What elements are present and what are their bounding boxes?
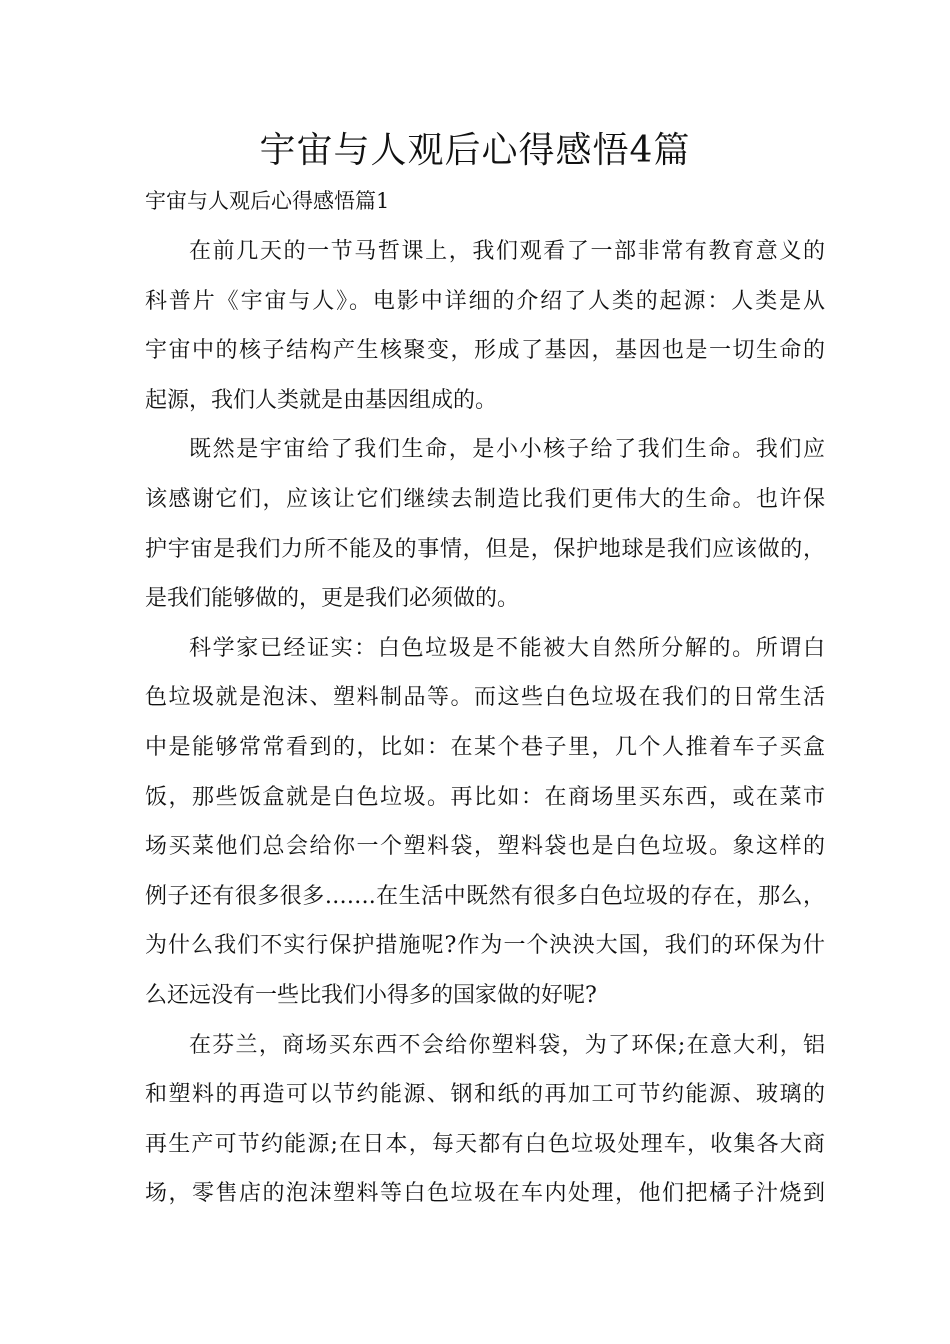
text-line: 饭，那些饭盒就是白色垃圾。再比如：在商场里买东西，或在菜市 — [145, 784, 825, 810]
text-line: 护宇宙是我们力所不能及的事情，但是，保护地球是我们应该做的， — [145, 536, 825, 562]
paragraph — [145, 624, 825, 1021]
paragraph — [145, 425, 825, 623]
text-line: 色垃圾就是泡沫、塑料制品等。而这些白色垃圾在我们的日常生活 — [145, 685, 825, 711]
text-line: 科普片《宇宙与人》。电影中详细的介绍了人类的起源：人类是从 — [145, 288, 825, 314]
text-line: 为什么我们不实行保护措施呢?作为一个泱泱大国，我们的环保为什 — [145, 933, 825, 959]
document-title: 宇宙与人观后心得感悟4篇 — [259, 130, 691, 171]
text-line: 既然是宇宙给了我们生命，是小小核子给了我们生命。我们应 — [189, 437, 825, 463]
document-body — [145, 227, 825, 1219]
text-line: 么还远没有一些比我们小得多的国家做的好呢? — [145, 982, 597, 1008]
text-line: 例子还有很多很多…….在生活中既然有很多白色垃圾的存在，那么， — [145, 883, 825, 909]
text-line: 起源，我们人类就是由基因组成的。 — [145, 387, 498, 413]
paragraph — [145, 1021, 825, 1219]
text-line: 该感谢它们，应该让它们继续去制造比我们更伟大的生命。也许保 — [145, 486, 825, 512]
text-line: 中是能够常常看到的，比如：在某个巷子里，几个人推着车子买盒 — [145, 734, 825, 760]
section-heading: 宇宙与人观后心得感悟篇1 — [145, 189, 390, 213]
paragraph — [145, 227, 825, 425]
text-line: 在芬兰，商场买东西不会给你塑料袋，为了环保;在意大利，铝 — [189, 1032, 825, 1058]
text-line: 场，零售店的泡沫塑料等白色垃圾在车内处理，他们把橘子汁烧到 — [145, 1181, 825, 1207]
text-line: 科学家已经证实：白色垃圾是不能被大自然所分解的。所谓白 — [189, 635, 825, 661]
text-line: 和塑料的再造可以节约能源、钢和纸的再加工可节约能源、玻璃的 — [145, 1082, 825, 1108]
text-line: 是我们能够做的，更是我们必须做的。 — [145, 586, 520, 612]
text-line: 在前几天的一节马哲课上，我们观看了一部非常有教育意义的 — [189, 239, 825, 264]
text-line: 场买菜他们总会给你一个塑料袋，塑料袋也是白色垃圾。象这样的 — [145, 834, 825, 860]
text-line: 宇宙中的核子结构产生核聚变，形成了基因，基因也是一切生命的 — [145, 338, 825, 364]
text-line: 再生产可节约能源;在日本，每天都有白色垃圾处理车，收集各大商 — [145, 1131, 825, 1157]
